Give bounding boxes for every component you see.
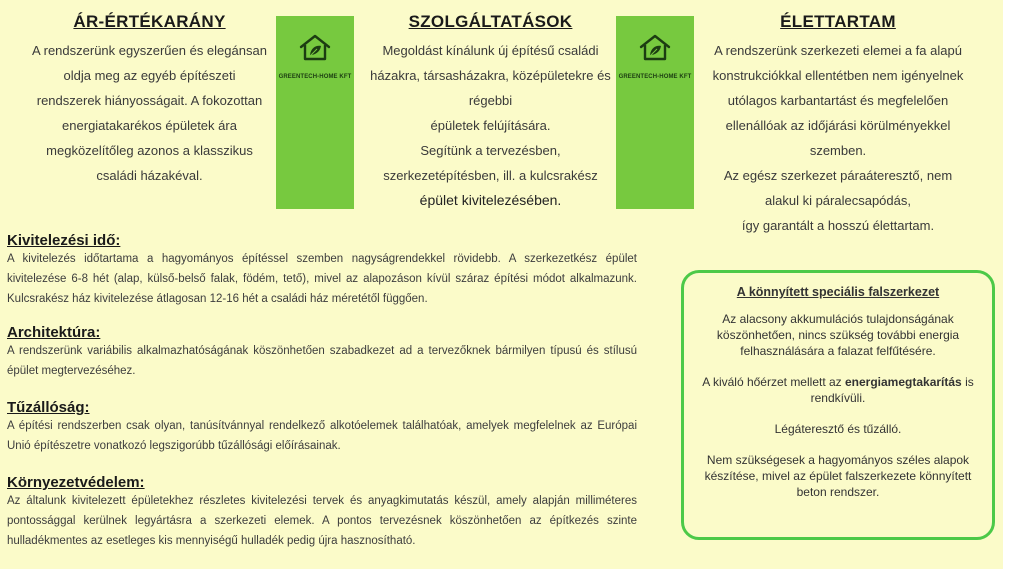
- services-line: épület kivitelezésében.: [419, 192, 562, 208]
- box-paragraph-energy: [696, 374, 980, 406]
- box-text: A kiváló hőérzet mellett az: [702, 375, 845, 389]
- price-value-line: rendszerek hiányosságait. A fokozottan: [36, 93, 263, 108]
- section-title: Környezetvédelem:: [7, 474, 145, 491]
- lifetime-title: ÉLETTARTAM: [780, 12, 896, 31]
- special-wall-structure-box: [681, 270, 995, 540]
- box-paragraph: Légáteresztő és tűzálló.: [774, 422, 902, 436]
- section-environment: [7, 474, 637, 551]
- lifetime-line: Az egész szerkezet páraáteresztő, nem: [723, 168, 953, 183]
- lifetime-line: így garantált a hosszú élettartam.: [741, 218, 935, 233]
- price-value-line: energiatakarékos épületek ára: [62, 118, 237, 133]
- greentech-logo-left: [276, 16, 354, 209]
- lifetime-line: utólagos karbantartást és megfelelően: [727, 93, 949, 108]
- section-text: Az általunk kivitelezett épületekhez részletes kivitelezési tervek és anyagkimutatás készül, amely alapján milliméteres pontossággal kerülnek legyártásra a szerkezeti elemek. A pontos tervezésnek köszönhetően az építkezés szinte hulladékmentes az esetleges kis mennyiségű hulladék pedig újra hasznosítható.: [7, 495, 637, 547]
- box-bold-text: energiamegtakarítás: [845, 375, 962, 389]
- services-title: SZOLGÁLTATÁSOK: [408, 12, 573, 31]
- house-leaf-icon: [616, 32, 694, 69]
- section-title: Kivitelezési idő:: [7, 232, 121, 249]
- services-line: házakra, társasházakra, középületekre és: [370, 68, 611, 83]
- section-title: Architektúra:: [7, 324, 101, 341]
- services-line: Megoldást kínálunk új építésű családi: [382, 43, 599, 58]
- price-value-line: családi házakéval.: [96, 168, 203, 183]
- box-text: is rendkívüli.: [810, 375, 974, 405]
- price-value-column: [22, 12, 277, 188]
- price-value-line: megközelítőleg azonos a klasszikus: [46, 143, 253, 158]
- lifetime-line: konstrukciókkal ellentétben nem igényelnek: [712, 68, 964, 83]
- services-line: épületek felújítására.: [430, 118, 551, 133]
- right-margin: [1003, 0, 1024, 569]
- lifetime-line: A rendszerünk szerkezeti elemei a fa alapú: [714, 43, 962, 58]
- section-text: A rendszerünk variábilis alkalmazhatóságának köszönhetően szabadkezet ad a tervezőknek bármilyen típusú és stílusú épület megtervezéséhez.: [7, 345, 637, 377]
- house-leaf-icon: [276, 32, 354, 69]
- section-text: A építési rendszerben csak olyan, tanúsítvánnyal rendelkező alkotóelemek találhatóak, amelyek megfelelnek az Európai Unió építészetre vonatkozó legszigorúbb tűzállósági előírásainak.: [7, 420, 637, 452]
- lifetime-line: szemben.: [809, 143, 867, 158]
- logo-brand-text: GREENTECH-HOME KFT: [618, 74, 692, 80]
- services-line: régebbi: [468, 93, 513, 108]
- box-title: A könnyített speciális falszerkezet: [736, 285, 940, 299]
- services-line: Segítünk a tervezésben,: [420, 143, 561, 158]
- services-column: [367, 12, 614, 213]
- section-construction-time: [7, 232, 637, 309]
- lifetime-column: [700, 12, 976, 238]
- lifetime-line: alakul ki páralecsapódás,: [765, 193, 911, 208]
- section-text: A kivitelezés időtartama a hagyományos építéssel szemben nagyságrendekkel rövidebb. A szerkezetkész épület kivitelezése 6-8 hét (alap, külső-belső falak, födém, tető), mivel az alapozáson kívül száraz építési módot alkalmazunk. Kulcsrakész ház kivitelezése átlagosan 12-16 hét a családi ház méretétől függően.: [7, 253, 637, 305]
- section-title: Tűzállóság:: [7, 399, 90, 416]
- price-value-title: ÁR-ÉRTÉKARÁNY: [73, 12, 226, 31]
- greentech-logo-right: [616, 16, 694, 209]
- box-paragraph: Nem szükségesek a hagyományos széles alapok készítése, mivel az épület falszerkezete könnyített beton rendszer.: [704, 453, 972, 499]
- price-value-line: A rendszerünk egyszerűen és elegánsan: [32, 43, 267, 58]
- lifetime-line: ellenállóak az időjárási körülményekkel: [725, 118, 951, 133]
- box-paragraph: Az alacsony akkumulációs tulajdonságának köszönhetően, nincs szükség további energia felhasználására a falazat felfűtésére.: [716, 312, 960, 358]
- price-value-line: oldja meg az egyéb építészeti: [63, 68, 236, 83]
- section-architecture: [7, 324, 637, 381]
- services-line: szerkezetépítésben, ill. a kulcsrakész: [383, 168, 598, 183]
- section-fire-resistance: [7, 399, 637, 456]
- logo-brand-text: GREENTECH-HOME KFT: [278, 74, 352, 80]
